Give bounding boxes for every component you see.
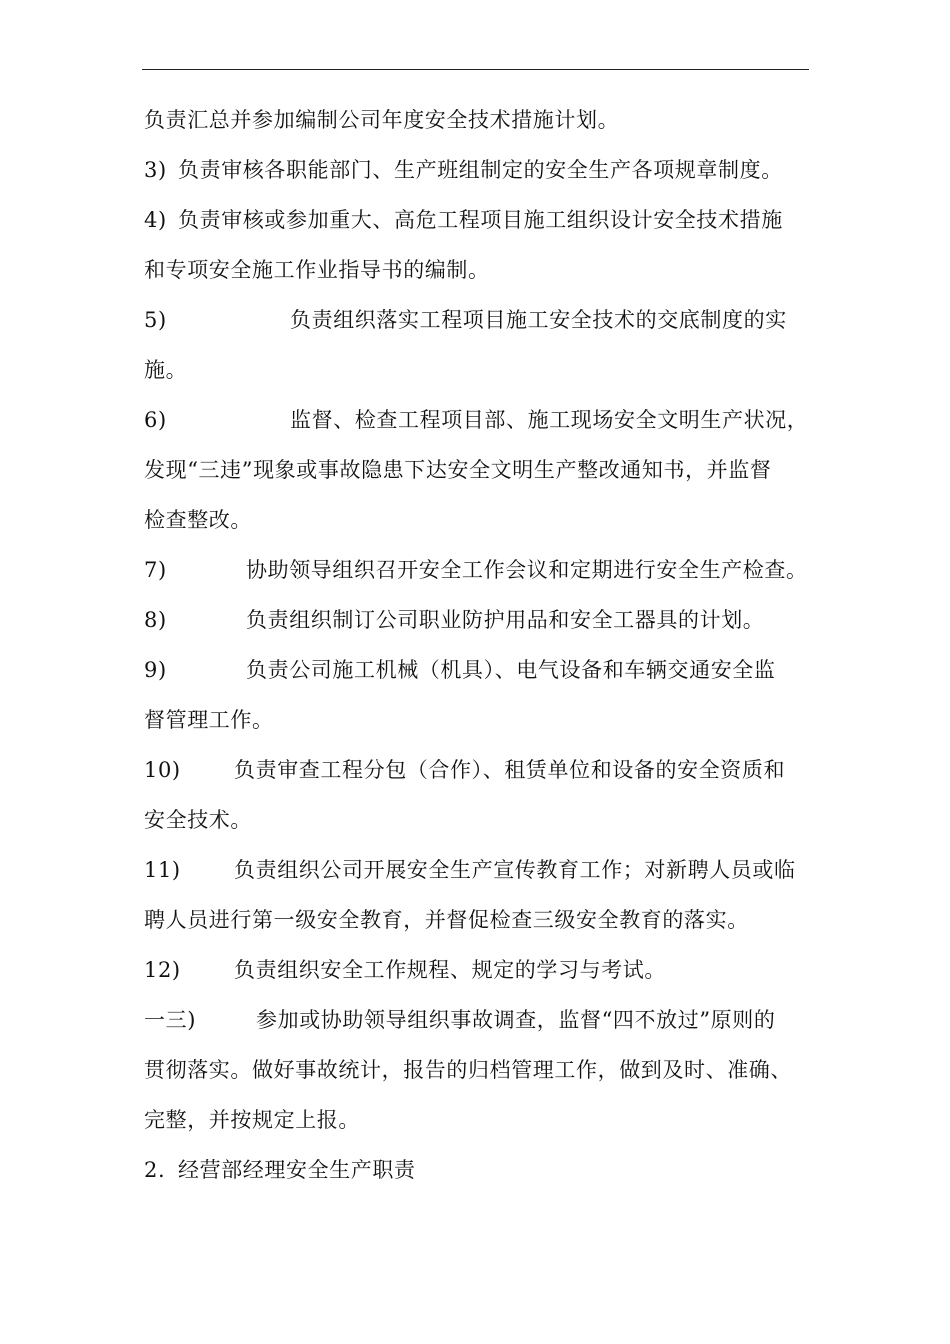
line-text: 检查整改。: [144, 508, 252, 532]
line-text: 发现“三违”现象或事故隐患下达安全文明生产整改通知书，并监督: [144, 458, 772, 482]
list-item: [144, 206, 783, 234]
line-text: 聘人员进行第一级安全教育，并督促检查三级安全教育的落实。: [144, 908, 749, 932]
item-number: 10): [144, 758, 181, 782]
item-text: 参加或协助领导组织事故调查，监督“四不放过”原则的: [256, 1008, 776, 1032]
text-line: [144, 806, 252, 834]
list-item: [144, 756, 785, 784]
list-item: [144, 406, 808, 434]
line-text: 和专项安全施工作业指导书的编制。: [144, 258, 490, 282]
item-text: 负责审查工程分包（合作）、租赁单位和设备的安全资质和: [234, 758, 786, 782]
item-text: 协助领导组织召开安全工作会议和定期进行安全生产检查。: [246, 558, 808, 582]
line-text: 安全技术。: [144, 808, 252, 832]
item-number: 3): [144, 158, 167, 182]
list-item: [144, 956, 666, 984]
item-text: 负责组织安全工作规程、规定的学习与考试。: [234, 958, 666, 982]
item-number: 6): [144, 408, 167, 432]
text-line: [144, 256, 490, 284]
item-number: 一三): [144, 1008, 196, 1032]
item-text: 负责审核或参加重大、高危工程项目施工组织设计安全技术措施: [178, 208, 783, 232]
list-item: [144, 556, 808, 584]
list-item: [144, 856, 796, 884]
item-number: 11): [144, 858, 181, 882]
item-number: 4): [144, 208, 167, 232]
list-item: [144, 606, 764, 634]
list-item: [144, 156, 783, 184]
item-text: 负责组织制订公司职业防护用品和安全工器具的计划。: [246, 608, 765, 632]
text-line: [144, 456, 771, 484]
line-text: 负责汇总并参加编制公司年度安全技术措施计划。: [144, 108, 620, 132]
item-number: 8): [144, 608, 167, 632]
item-text: 负责组织落实工程项目施工安全技术的交底制度的实: [290, 308, 787, 332]
text-line: [144, 906, 749, 934]
section-title: 经营部经理安全生产职责: [178, 1158, 416, 1182]
item-text: 监督、检查工程项目部、施工现场安全文明生产状况，: [290, 408, 809, 432]
item-number: 5): [144, 308, 167, 332]
list-item: [144, 306, 787, 334]
list-item: [144, 1006, 775, 1034]
item-number: 12): [144, 958, 181, 982]
item-number: 9): [144, 658, 167, 682]
header-rule: [142, 69, 809, 70]
text-line: [144, 506, 252, 534]
line-text: 贯彻落实。做好事故统计，报告的归档管理工作，做到及时、准确、: [144, 1058, 792, 1082]
line-text: 完整，并按规定上报。: [144, 1108, 360, 1132]
line-text: 督管理工作。: [144, 708, 274, 732]
line-text: 施。: [144, 358, 188, 382]
item-number: 7): [144, 558, 167, 582]
item-text: 负责公司施工机械（机具）、电气设备和车辆交通安全监: [246, 658, 776, 682]
item-text: 负责审核各职能部门、生产班组制定的安全生产各项规章制度。: [178, 158, 783, 182]
text-line: [144, 1056, 792, 1084]
text-line: [144, 706, 274, 734]
list-item: [144, 656, 776, 684]
text-line: [144, 106, 619, 134]
section-heading: [144, 1156, 416, 1184]
text-line: [144, 356, 187, 384]
item-text: 负责组织公司开展安全生产宣传教育工作；对新聘人员或临: [234, 858, 796, 882]
text-line: [144, 1106, 360, 1134]
section-number: 2.: [144, 1158, 166, 1182]
